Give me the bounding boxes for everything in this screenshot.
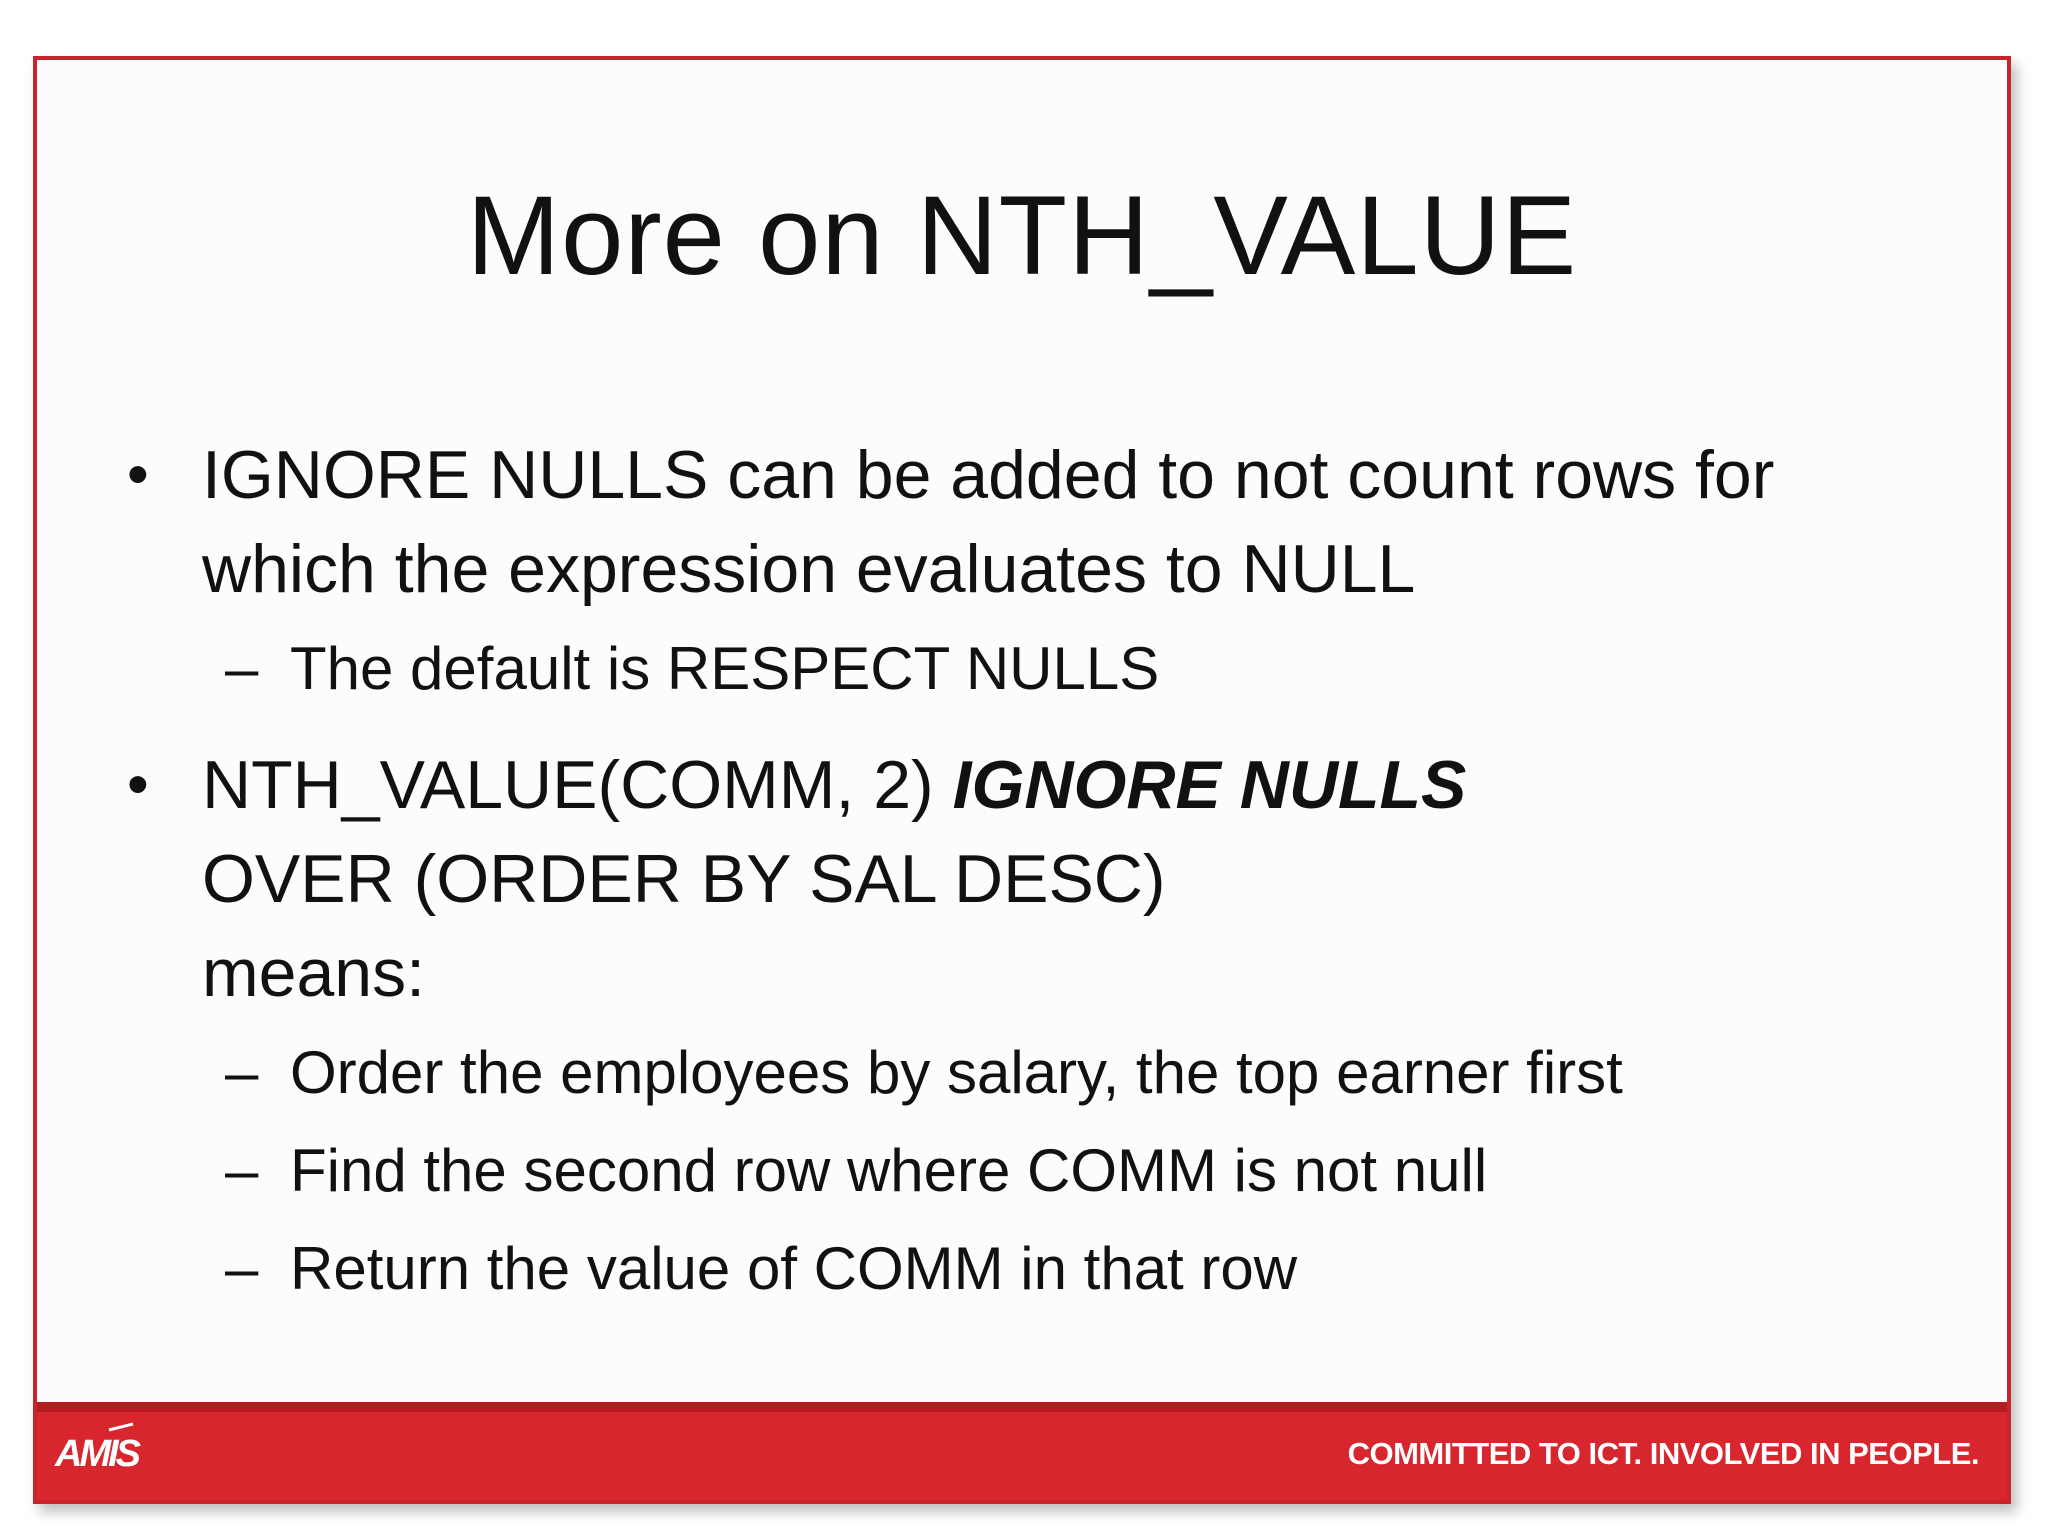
- bullet2-line1: [202, 738, 1466, 832]
- bullet2-sub2: Find the second row where COMM is not null: [290, 1137, 1488, 1204]
- sub-bullet-marker: –: [225, 1039, 259, 1106]
- footer-tagline: COMMITTED TO ICT. INVOLVED IN PEOPLE.: [1347, 1436, 1979, 1471]
- sub-bullet-marker: –: [225, 1137, 259, 1204]
- slide-title: More on NTH_VALUE: [466, 173, 1578, 298]
- bullet1-sub1: The default is RESPECT NULLS: [290, 635, 1160, 702]
- slide: [33, 56, 2011, 1504]
- bullet2-line2: OVER (ORDER BY SAL DESC): [202, 841, 1166, 917]
- sub-bullet-marker: –: [225, 635, 259, 702]
- bullet2-code: NTH_VALUE(COMM, 2): [202, 747, 953, 823]
- bullet2-sub3: Return the value of COMM in that row: [290, 1235, 1298, 1302]
- logo-text: AMIS: [55, 1433, 138, 1475]
- bullet1-line1: IGNORE NULLS can be added to not count rows for: [202, 437, 1775, 513]
- amis-logo: [51, 1420, 141, 1482]
- bullet2-sub1: Order the employees by salary, the top earner first: [290, 1039, 1623, 1106]
- sub-bullet-marker: –: [225, 1235, 259, 1302]
- bullet1-line2: which the expression evaluates to NULL: [202, 531, 1416, 607]
- bullet-marker: •: [127, 440, 149, 509]
- bullet2-emphasis: IGNORE NULLS: [952, 747, 1467, 823]
- bullet-marker: •: [127, 750, 149, 819]
- footer-bar: [37, 1402, 2007, 1500]
- bullet2-line3: means:: [202, 935, 425, 1011]
